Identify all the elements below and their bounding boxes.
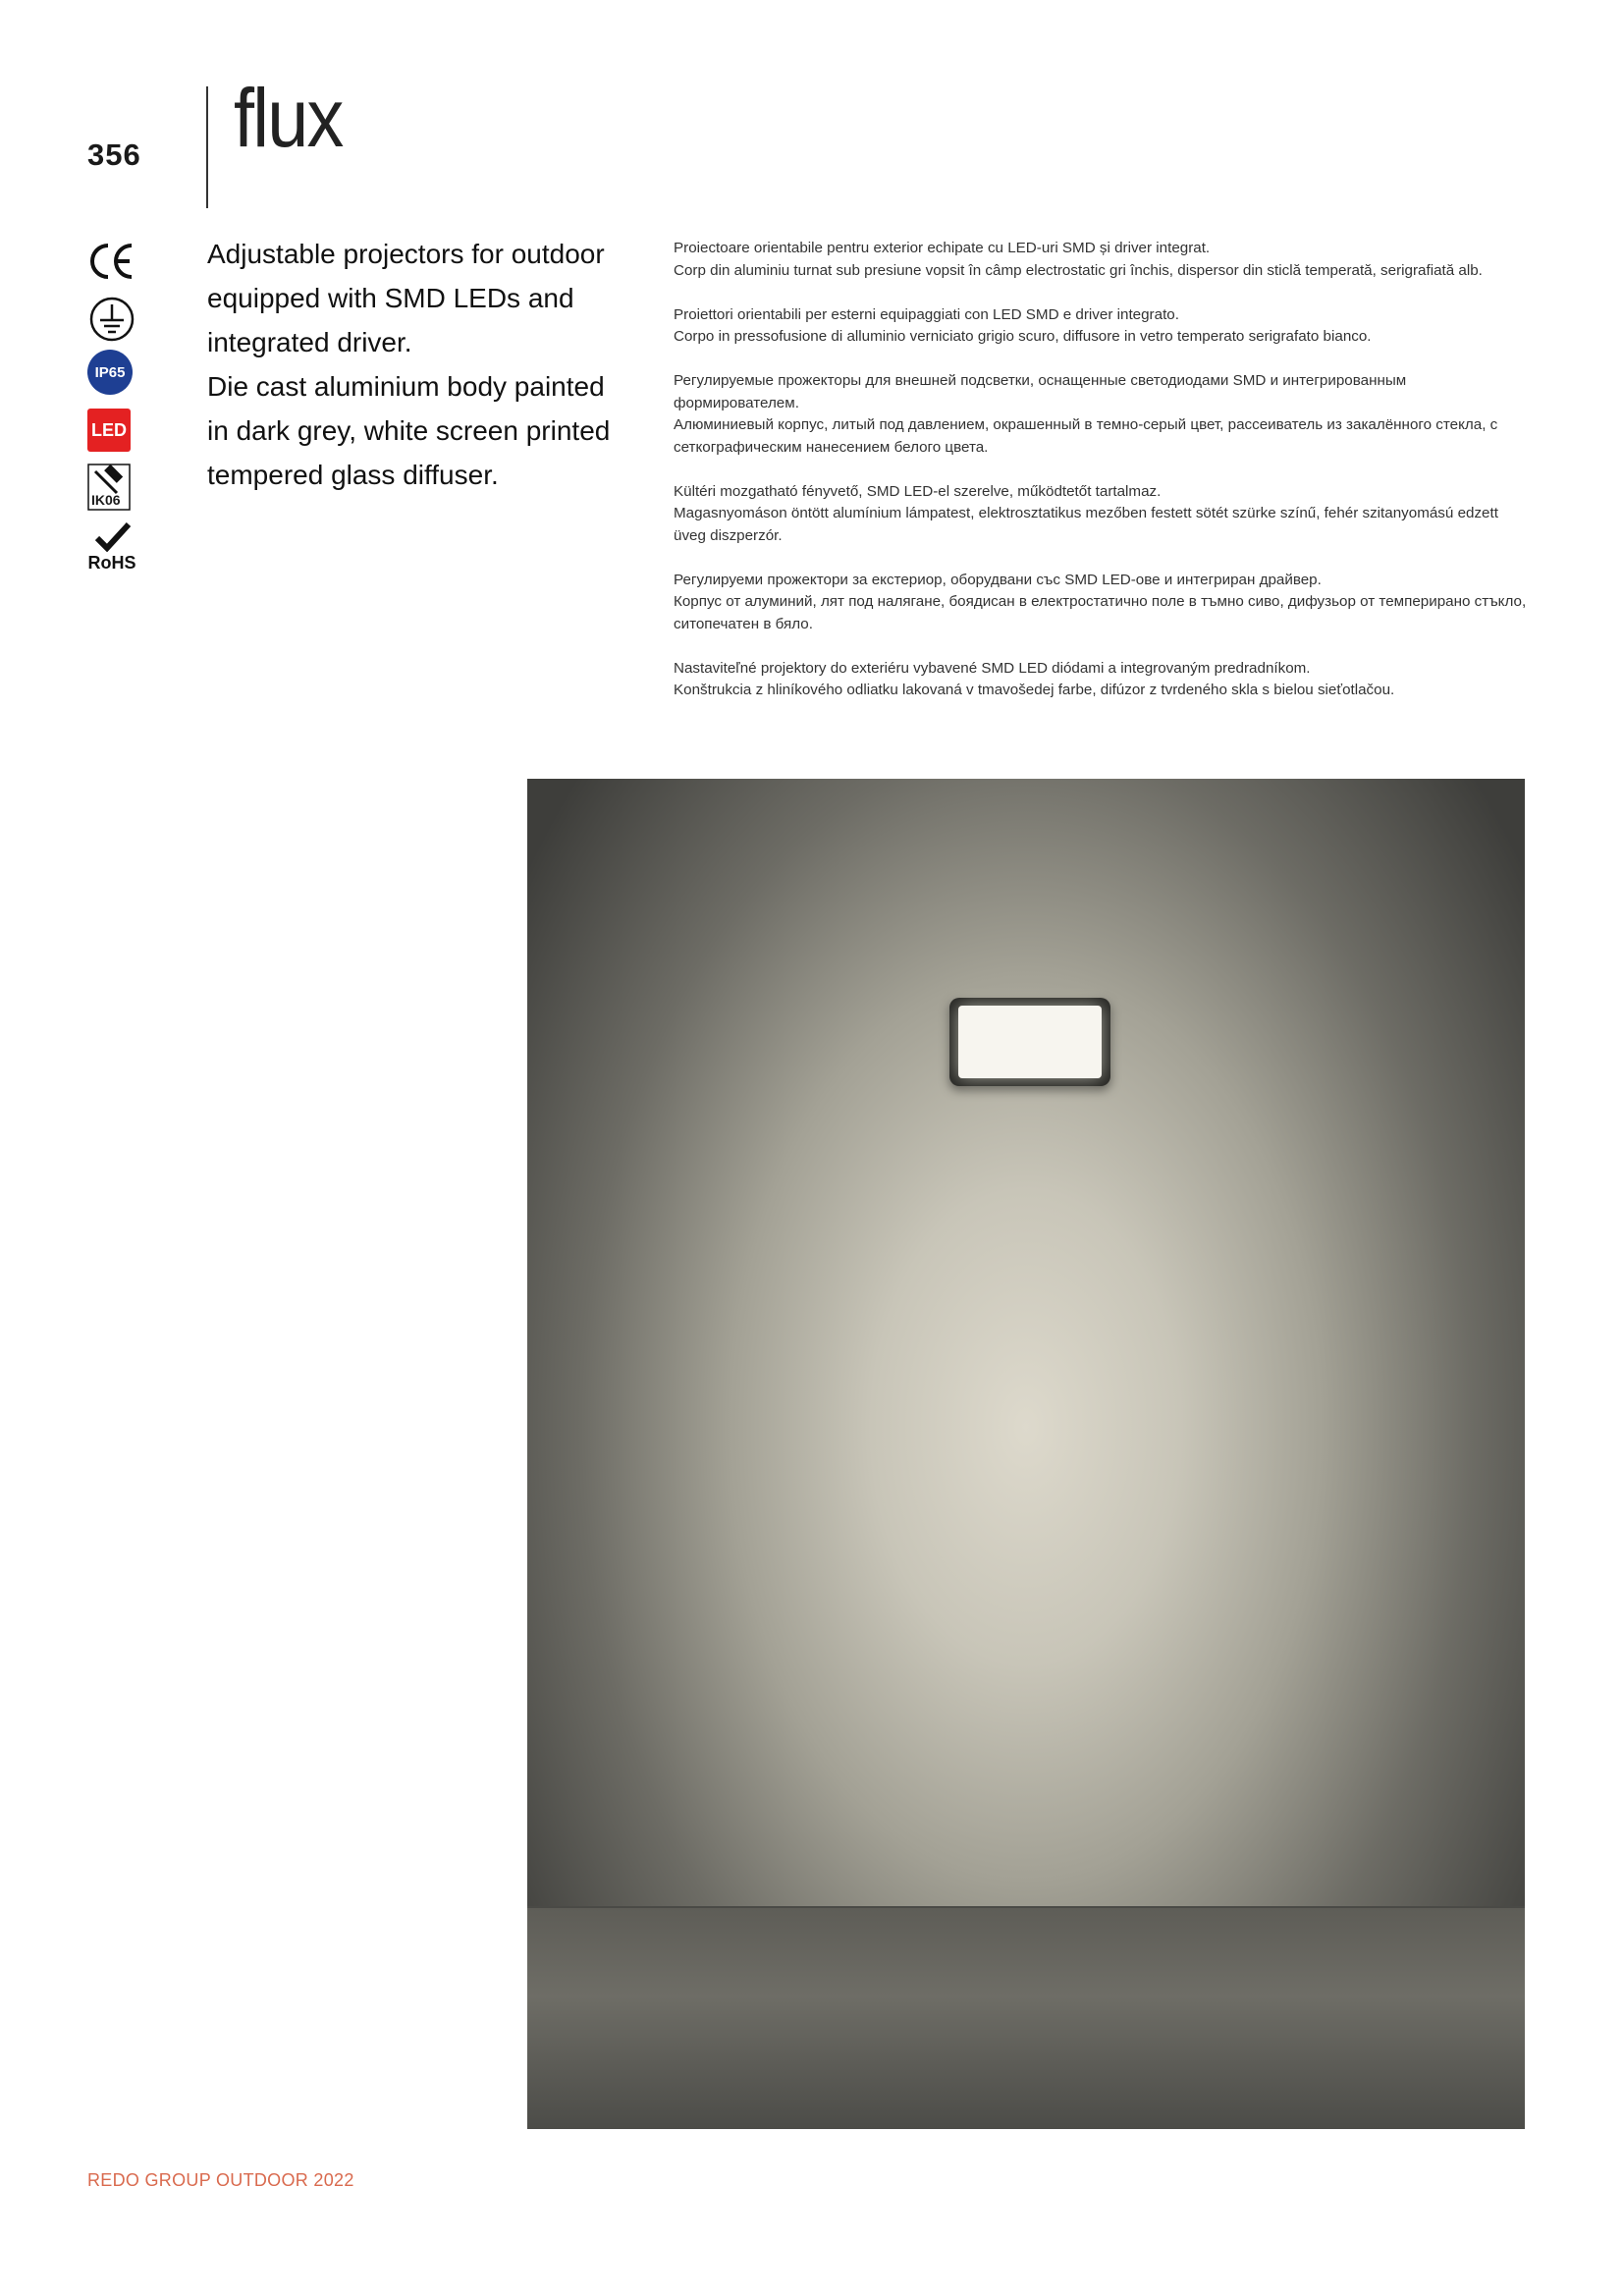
rohs-icon [87,522,136,572]
translation-line: Алюминиевый корпус, литый под давлением, окрашенный в темно-серый цвет, рассеиватель из закалённого стекла, с сеткографическим нанесением белого цвета. [674,416,1498,456]
translation-line: Proiettori orientabili per esterni equipaggiati con LED SMD e driver integrato. [674,305,1179,323]
lead-line: Die cast aluminium body painted in dark grey, white screen printed tempered glass diffuser. [207,371,611,490]
ik-rating-label: IK06 [91,492,121,508]
product-photo [527,779,1525,2129]
translation-line: Corp din aluminiu turnat sub presiune vopsit în câmp electrostatic gri închis, dispersor din sticlă temperată, serigrafiată alb. [674,261,1483,279]
translation-line: Корпус от алуминий, лят под налягане, боядисан в електростатично поле в тъмно сиво, дифузьор от темперирано стъкло, ситопечатен в бяло. [674,593,1527,632]
floodlight-diffuser [958,1006,1102,1078]
translation-bg [674,570,1528,636]
led-badge-icon: LED [87,409,131,452]
lead-line: Adjustable projectors for outdoor equipped with SMD LEDs and integrated driver. [207,239,605,357]
translation-ro [674,238,1528,282]
translation-line: Nastaviteľné projektory do exteriéru vybavené SMD LED diódami a integrovaným predradníkom. [674,659,1311,677]
translation-line: Proiectoare orientabile pentru exterior echipate cu LED-uri SMD și driver integrat. [674,240,1211,256]
translation-ru [674,370,1528,459]
ik-rating-icon [87,464,136,511]
translation-line: Magasnyomáson öntött alumínium lámpatest, elektrosztatikus mezőben festett sötét szürke színű, fehér szitanyomású edzett üveg diszperzór. [674,505,1498,544]
footer-catalog-label: REDO GROUP OUTDOOR 2022 [87,2170,354,2190]
translation-sk [674,658,1528,702]
floodlight-fixture [949,998,1110,1086]
translation-hu [674,481,1528,548]
lead-description [207,232,620,497]
page-number: 356 [87,137,141,172]
product-title: flux [234,72,343,164]
ce-mark-icon [87,240,136,283]
earth-ground-icon [87,297,136,342]
translation-line: Регулируеми прожектори за екстериор, оборудвани със SMD LED-ове и интегриран драйвер. [674,571,1322,588]
translation-line: Konštrukcia z hliníkového odliatku lakovaná v tmavošedej farbe, difúzor z tvrdeného skla s bielou sieťotlačou. [674,682,1395,698]
ip65-badge-icon: IP65 [87,350,133,395]
translation-line: Kültéri mozgatható fényvető, SMD LED-el szerelve, működtetőt tartalmaz. [674,482,1162,500]
rohs-label: RoHS [87,553,136,573]
translations [674,238,1528,724]
translation-line: Corpo in pressofusione di alluminio verniciato grigio scuro, diffusore in vetro temperato serigrafato bianco. [674,328,1372,345]
photo-floor [527,1906,1525,2129]
translation-line: Регулируемые прожекторы для внешней подсветки, оснащенные светодиодами SMD и интегрированным формирователем. [674,372,1407,411]
translation-it [674,304,1528,349]
title-divider [206,86,208,208]
